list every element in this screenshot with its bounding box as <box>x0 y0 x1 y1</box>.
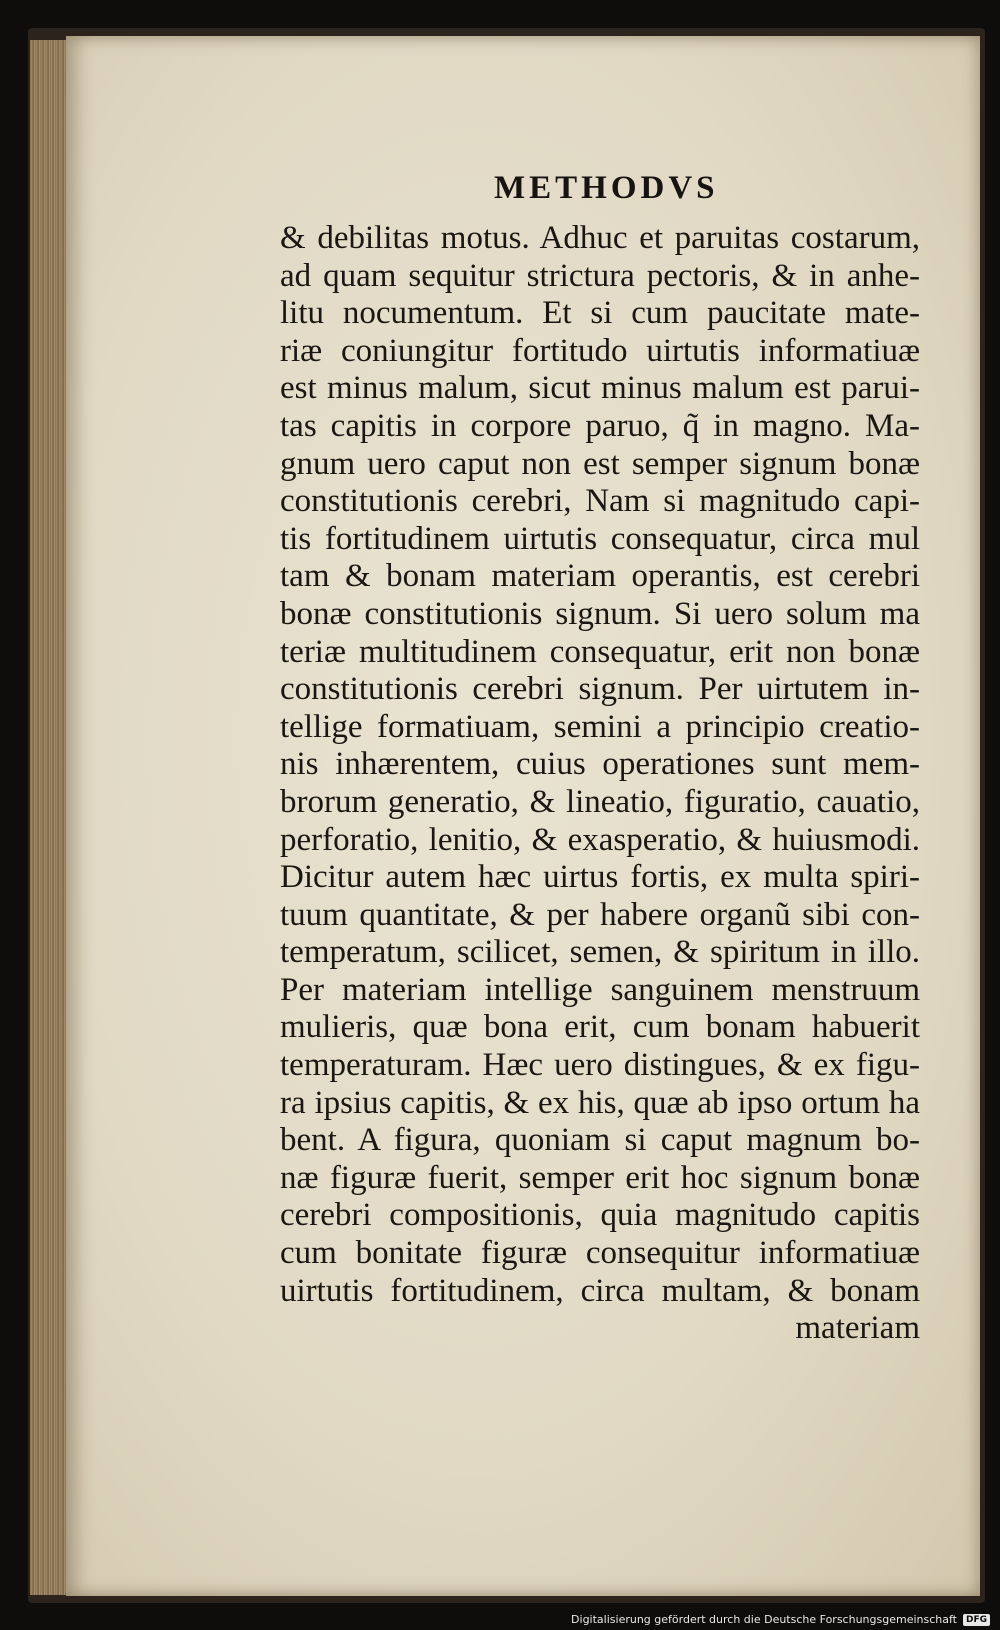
text-line: brorum generatio, & lineatio, figuratio, cauatio, <box>280 783 920 820</box>
text-line: est minus malum, sicut minus malum est parui- <box>280 370 920 407</box>
digitization-footer <box>571 1613 990 1626</box>
text-line: riæ coniungitur fortitudo uirtutis informatiuæ <box>280 332 920 369</box>
text-line: perforatio, lenitio, & exasperatio, & huiusmodi. <box>280 821 920 858</box>
text-line: teriæ multitudinem consequatur, erit non bonæ <box>280 633 920 670</box>
dfg-logo: DFG <box>963 1614 990 1626</box>
text-line: mulieris, quæ bona erit, cum bonam habuerit <box>280 1009 920 1046</box>
text-line: tam & bonam materiam operantis, est cerebri <box>280 558 920 595</box>
text-line: Per materiam intellige sanguinem menstruum <box>280 971 920 1008</box>
text-line: ad quam sequitur strictura pectoris, & in anhe- <box>280 257 920 294</box>
running-head: METHODVS <box>494 170 719 206</box>
text-line: tis fortitudinem uirtutis consequatur, circa mul <box>280 520 920 557</box>
text-line: constitutionis cerebri, Nam si magnitudo capi- <box>280 483 920 520</box>
footer-credit: Digitalisierung gefördert durch die Deutsche Forschungsgemeinschaft <box>571 1613 957 1626</box>
text-line: ra ipsius capitis, & ex his, quæ ab ipso ortum ha <box>280 1084 920 1121</box>
text-line: tas capitis in corpore paruo, q̃ in magno. Ma- <box>280 407 920 444</box>
text-line: Dicitur autem hæc uirtus fortis, ex multa spiri- <box>280 859 920 896</box>
text-line: uirtutis fortitudinem, circa multam, & bonam <box>280 1272 920 1309</box>
text-line: tellige formatiuam, semini a principio creatio- <box>280 708 920 745</box>
text-line: næ figuræ fuerit, semper erit hoc signum bonæ <box>280 1159 920 1196</box>
text-line: & debilitas motus. Adhuc et paruitas costarum, <box>280 220 920 256</box>
text-line: temperaturam. Hæc uero distingues, & ex figu- <box>280 1047 920 1084</box>
catchword: materiam <box>795 1310 920 1347</box>
text-line: tuum quantitate, & per habere organũ sibi con- <box>280 896 920 933</box>
text-line: constitutionis cerebri signum. Per uirtutem in- <box>280 671 920 708</box>
text-block <box>280 220 920 1348</box>
text-line: temperatum, scilicet, semen, & spiritum in illo. <box>280 934 920 971</box>
text-line: gnum uero caput non est semper signum bonæ <box>280 445 920 482</box>
page-edges <box>30 40 70 1595</box>
text-line: nis inhærentem, cuius operationes sunt mem- <box>280 746 920 783</box>
text-line: bonæ constitutionis signum. Si uero solum ma <box>280 595 920 632</box>
text-line: cum bonitate figuræ consequitur informatiuæ <box>280 1235 920 1272</box>
text-line: bent. A figura, quoniam si caput magnum bo- <box>280 1122 920 1159</box>
text-line: litu nocumentum. Et si cum paucitate mate- <box>280 295 920 332</box>
text-line: cerebri compositionis, quia magnitudo capitis <box>280 1197 920 1234</box>
